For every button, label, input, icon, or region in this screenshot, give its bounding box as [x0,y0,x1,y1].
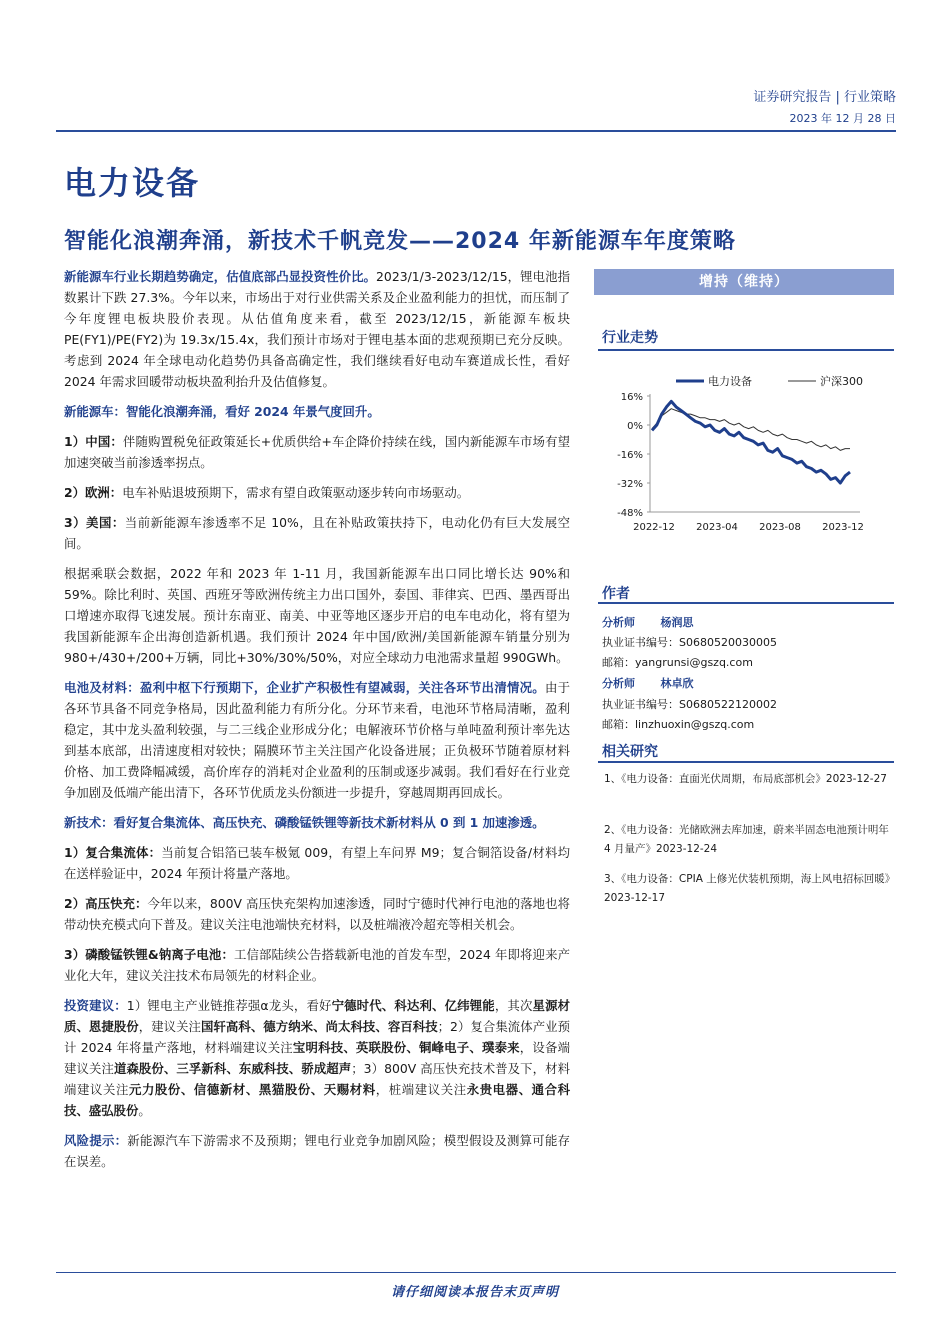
rating-badge: 增持（维持） [594,269,894,295]
related-item[interactable]: 3、《电力设备：CPIA 上修光伏装机预期，海上风电招标回暖》2023-12-17 [604,873,890,904]
paragraph-text: 今年以来，800V 高压快充架构加速渗透，同时宁德时代神行电池的落地也将带动快充模式向下普及。建议关注电池端快充材料，以及桩端液冷超充等相关机会。 [64,896,570,932]
related-item[interactable]: 2、《电力设备：光储欧洲去库加速，蔚来半固态电池预计明年 4 月量产》2023-12-24 [604,824,889,855]
y-tick-label: 0% [627,421,643,432]
paragraph-text: 伴随购置税免征政策延长+优质供给+车企降价持续在线，国内新能源车市场有望加速突破当前渗透率拐点。 [64,434,570,470]
paragraph-label: 风险提示： [64,1133,128,1148]
y-tick-label: -32% [617,479,643,490]
related-heading: 相关研究 [602,744,658,760]
paragraph-lead: 电池及材料：盈利中枢下行预期下，企业扩产积极性有望减弱，关注各环节出清情况。 [64,680,545,695]
paragraph-label: 1）中国： [64,434,123,449]
stock-list: 星源材质、恩捷股份 [64,998,571,1034]
analyst-name: 杨润思 [660,616,694,629]
text-run: ，建议关注 [138,1019,202,1034]
x-tick-label: 2023-04 [696,522,738,533]
text-run: ；2）复合集流体产业预计 2024 年将量产落地，材料端建议关注 [64,1019,571,1055]
header-divider [56,130,896,132]
paragraph-battery [64,677,570,803]
chart-legend [676,374,863,388]
y-tick-label: 16% [620,392,643,403]
legend-label-index: 沪深300 [820,375,863,388]
text-run: ；3）800V 高压快充技术普及下，材料端建议关注 [64,1061,571,1097]
x-tick-label: 2023-12 [822,522,864,533]
analyst-role: 分析师 [602,616,635,629]
paragraph-text: 电车补贴退坡预期下，需求有望自政策驱动逐步转向市场驱动。 [122,485,470,500]
paragraph-label: 投资建议： [64,998,127,1013]
text-run: ，设备端建议关注 [64,1040,571,1076]
analyst-2-cert [602,696,777,712]
stock-list: 国轩高科、德方纳米、尚太科技、容百科技 [201,1019,438,1034]
paragraph-text: 新能源汽车下游需求不及预期；锂电行业竞争加剧风险；模型假设及测算可能存在误差。 [64,1133,571,1169]
email-label: 邮箱： [602,718,635,731]
paragraph-lead: 新技术：看好复合集流体、高压快充、磷酸锰铁锂等新技术新材料从 0 到 1 加速渗透。 [64,815,545,830]
related-item[interactable]: 1、《电力设备：直面光伏周期，布局底部机会》2023-12-27 [604,773,887,785]
paragraph-export [64,563,570,668]
x-tick-label: 2023-08 [759,522,801,533]
stock-list: 宝明科技、英联股份、铜峰电子、璞泰来 [292,1040,520,1055]
paragraph-lmfp [64,944,570,986]
cert-number: S0680522120002 [679,698,777,711]
cert-label: 执业证书编号： [602,636,679,649]
report-body [64,266,570,1181]
sector-title: 电力设备 [64,164,201,202]
paragraph-investment [64,995,570,1121]
cert-label: 执业证书编号： [602,698,679,711]
paragraph-risk [64,1130,570,1172]
analyst-1-email [602,654,753,670]
trend-heading: 行业走势 [602,330,658,346]
analyst-name: 林卓欣 [660,677,694,690]
paragraph-label: 3）磷酸锰铁锂&钠离子电池： [64,947,234,962]
paragraph-lead: 新能源车：智能化浪潮奔涌，看好 2024 年景气度回升。 [64,404,380,419]
paragraph-label: 3）美国： [64,515,125,530]
email-address[interactable]: yangrunsi@gszq.com [635,656,753,669]
cert-number: S0680520030005 [679,636,777,649]
paragraph-china [64,431,570,473]
paragraph-text: 2023/1/3-2023/12/15，锂电池指数累计下跌 27.3%。今年以来，市场出于对行业供需关系及企业盈利能力的担忧，而压制了今年度锂电板块股价表现。从估值角度来看，截至 2023/12/15，新能源车板块 PE(FY1)/PE(FY2)为 19.3x/15.4x，我们预计市场对于锂电基本面的悲观预期已充分反映。考虑到 2024 年全球电动化趋势仍具备高确定性，我们继续看好电动车赛道成长性，看好 2024 年需求回暖带动板块盈利抬升及估值修复。 [64,269,570,389]
report-title: 智能化浪潮奔涌，新技术千帆竞发——2024 年新能源车年度策略 [64,229,736,254]
paragraph-usa [64,512,570,554]
analyst-1-cert [602,634,777,650]
paragraph-collector [64,842,570,884]
analyst-2-name-line [602,675,694,691]
paragraph-lead: 新能源车行业长期趋势确定，估值底部凸显投资性价比。 [64,269,377,284]
paragraph-text: 当前新能源车渗透率不足 10%，且在补贴政策扶持下，电动化仍有巨大发展空间。 [64,515,570,551]
industry-trend-chart [598,364,894,542]
stock-list: 元力股份、信德新材、黑猫股份、天赐材料 [128,1082,376,1097]
stock-list: 永贵电器、通合科技、盛弘股份 [64,1082,571,1118]
paragraph-label: 2）高压快充： [64,896,148,911]
series-line-index [652,409,850,451]
email-label: 邮箱： [602,656,635,669]
email-address[interactable]: linzhuoxin@gszq.com [635,718,755,731]
analyst-role: 分析师 [602,677,635,690]
analyst-1-name-line [602,614,694,630]
text-run: 1）锂电主产业链推荐强α龙头，看好 [126,998,332,1013]
x-tick-label: 2022-12 [633,522,675,533]
paragraph-nev-heading [64,401,570,422]
y-tick-label: -48% [617,508,643,519]
related-divider [598,761,894,763]
footer-divider [56,1272,896,1273]
y-tick-label: -16% [617,450,643,461]
report-type: 证券研究报告 | 行业策略 [753,90,896,105]
text-run: ，桩端建议关注 [375,1082,467,1097]
footer-disclaimer: 请仔细阅读本报告末页声明 [390,1285,559,1300]
paragraph-label: 1）复合集流体： [64,845,162,860]
text-run: ，其次 [494,998,533,1013]
authors-divider [598,602,894,604]
report-date: 2023 年 12 月 28 日 [789,112,896,125]
legend-label-sector: 电力设备 [708,375,752,388]
series-line-sector [652,401,850,483]
text-run: 。 [138,1103,151,1118]
trend-divider [598,349,894,351]
paragraph-label: 2）欧洲： [64,485,123,500]
paragraph-europe [64,482,570,503]
paragraph-text: 当前复合铝箔已装车极氪 009，有望上车问界 M9；复合铜箔设备/材料均在送样验证中，2024 年预计将量产落地。 [64,845,570,881]
paragraph-fast-charge [64,893,570,935]
paragraph-text: 工信部陆续公告搭载新电池的首发车型，2024 年即将迎来产业化大年，建议关注技术布局领先的材料企业。 [64,947,570,983]
stock-list: 宁德时代、科达利、亿纬锂能 [331,998,495,1013]
analyst-2-email [602,716,754,732]
stock-list: 道森股份、三孚新科、东威科技、骄成超声 [113,1061,352,1076]
paragraph-valuation [64,266,570,392]
paragraph-newtech-heading [64,812,570,833]
paragraph-text: 根据乘联会数据，2022 年和 2023 年 1-11 月，我国新能源车出口同比增长达 90%和 59%。除比利时、英国、西班牙等欧洲传统主力出口国外，泰国、菲律宾、巴西、墨西哥出口增速亦取得飞速发展。预计东南亚、南美、中亚等地区逐步开启的电车电动化，将有望为我国新能源车企出海创造新机遇。我们预计 2024 年中国/欧洲/美国新能源车销量分别为 980+/430+/200+万辆，同比+30%/30%/50%，对应全球动力电池需求量超 990GWh。 [64,566,570,665]
paragraph-text: 由于各环节具备不同竞争格局，因此盈利能力有所分化。分环节来看，电池环节格局清晰，盈利稳定，其中龙头盈利较强，与二三线企业形成分化；电解液环节价格与单吨盈利预计率先达到基本底部，出清速度相对较快；隔膜环节主关注国产化设备进展；正负极环节随着原材料价格、加工费降幅减缓，高价库存的消耗对企业盈利的压制或逐步减弱。我们看好在行业竞争加剧及低端产能出清下，各环节优质龙头份额进一步提升，穿越周期再回成长。 [64,680,571,800]
authors-heading: 作者 [602,586,630,602]
